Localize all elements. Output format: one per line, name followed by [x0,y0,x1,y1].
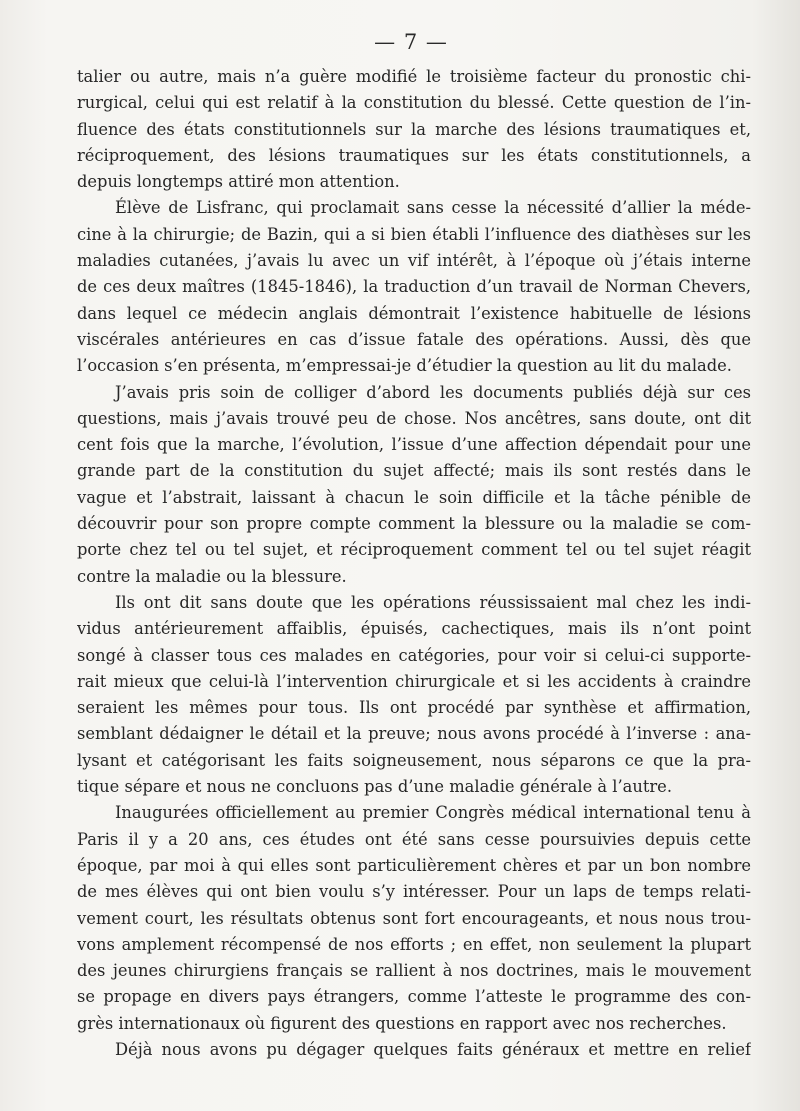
page-number: — 7 — [374,30,448,54]
text-line: rurgical, celui qui est relatif à la constitution du blessé. Cette question de l’in- [77,93,751,113]
text-line: Inaugurées officiellement au premier Congrès médical international tenu à [115,803,751,823]
text-line: découvrir pour son propre compte comment la blessure ou la maladie se com- [77,514,751,534]
text-line: des jeunes chirurgiens français se rallient à nos doctrines, mais le mouvement [77,961,751,981]
text-line: de mes élèves qui ont bien voulu s’y intéresser. Pour un laps de temps relati- [77,882,751,902]
text-line: viscérales antérieures en cas d’issue fatale des opérations. Aussi, dès que [77,329,751,349]
text-line: semblant dédaigner le détail et la preuve; nous avons procédé à l’inverse : ana- [77,724,751,744]
body-text [77,64,751,1063]
text-line: grès internationaux où figurent des questions en rapport avec nos recherches. [77,1013,727,1033]
text-line: époque, par moi à qui elles sont particulièrement chères et par un bon nombre [77,855,751,875]
text-line: l’occasion s’en présenta, m’empressai-je d’étudier la question au lit du malade. [77,356,732,376]
text-line: maladies cutanées, j’avais lu avec un vif intérêt, à l’époque où j’étais interne [77,251,751,271]
text-line: lysant et catégorisant les faits soigneusement, nous séparons ce que la pra- [77,750,751,770]
text-line: vague et l’abstrait, laissant à chacun le soin difficile et la tâche pénible de [77,487,751,507]
text-line: songé à classer tous ces malades en catégories, pour voir si celui-ci supporte- [77,645,751,665]
text-line: J’avais pris soin de colliger d’abord les documents publiés déjà sur ces [115,382,751,402]
text-line: rait mieux que celui-là l’intervention chirurgicale et si les accidents à craindre [77,671,751,691]
text-line: seraient les mêmes pour tous. Ils ont procédé par synthèse et affirmation, [77,698,751,718]
text-line: talier ou autre, mais n’a guère modifié le troisième facteur du pronostic chi- [77,67,751,86]
text-line: tique sépare et nous ne concluons pas d’une maladie générale à l’autre. [77,777,672,797]
text-line: fluence des états constitutionnels sur la marche des lésions traumatiques et, [77,119,751,139]
text-line: se propage en divers pays étrangers, comme l’atteste le programme des con- [77,987,751,1007]
text-line: porte chez tel ou tel sujet, et réciproquement comment tel ou tel sujet réagit [77,540,751,560]
text-line: cine à la chirurgie; de Bazin, qui a si bien établi l’influence des diathèses sur les [77,224,751,244]
text-line: cent fois que la marche, l’évolution, l’issue d’une affection dépendait pour une [77,435,751,455]
text-line: vement court, les résultats obtenus sont fort encourageants, et nous nous trou- [77,908,751,928]
text-line: Ils ont dit sans doute que les opérations réussissaient mal chez les indi- [115,592,751,612]
text-line: réciproquement, des lésions traumatiques sur les états constitutionnels, a [77,145,751,165]
text-line: de ces deux maîtres (1845-1846), la traduction d’un travail de Norman Chevers, [77,277,751,297]
text-line: grande part de la constitution du sujet affecté; mais ils sont restés dans le [77,461,751,481]
text-line: contre la maladie ou la blessure. [77,566,347,586]
text-line: depuis longtemps attiré mon attention. [77,172,400,192]
text-line: Élève de Lisfranc, qui proclamait sans cesse la nécessité d’allier la méde- [115,198,751,218]
text-line: questions, mais j’avais trouvé peu de chose. Nos ancêtres, sans doute, ont dit [77,408,751,428]
text-line: vons amplement récompensé de nos efforts ; en effet, non seulement la plupart [77,934,751,954]
text-line: dans lequel ce médecin anglais démontrait l’existence habituelle de lésions [77,303,751,323]
text-line: vidus antérieurement affaiblis, épuisés, cachectiques, mais ils n’ont point [77,619,751,639]
text-line: Déjà nous avons pu dégager quelques faits généraux et mettre en relief [115,1039,751,1059]
text-line: Paris il y a 20 ans, ces études ont été sans cesse poursuivies depuis cette [77,829,751,849]
